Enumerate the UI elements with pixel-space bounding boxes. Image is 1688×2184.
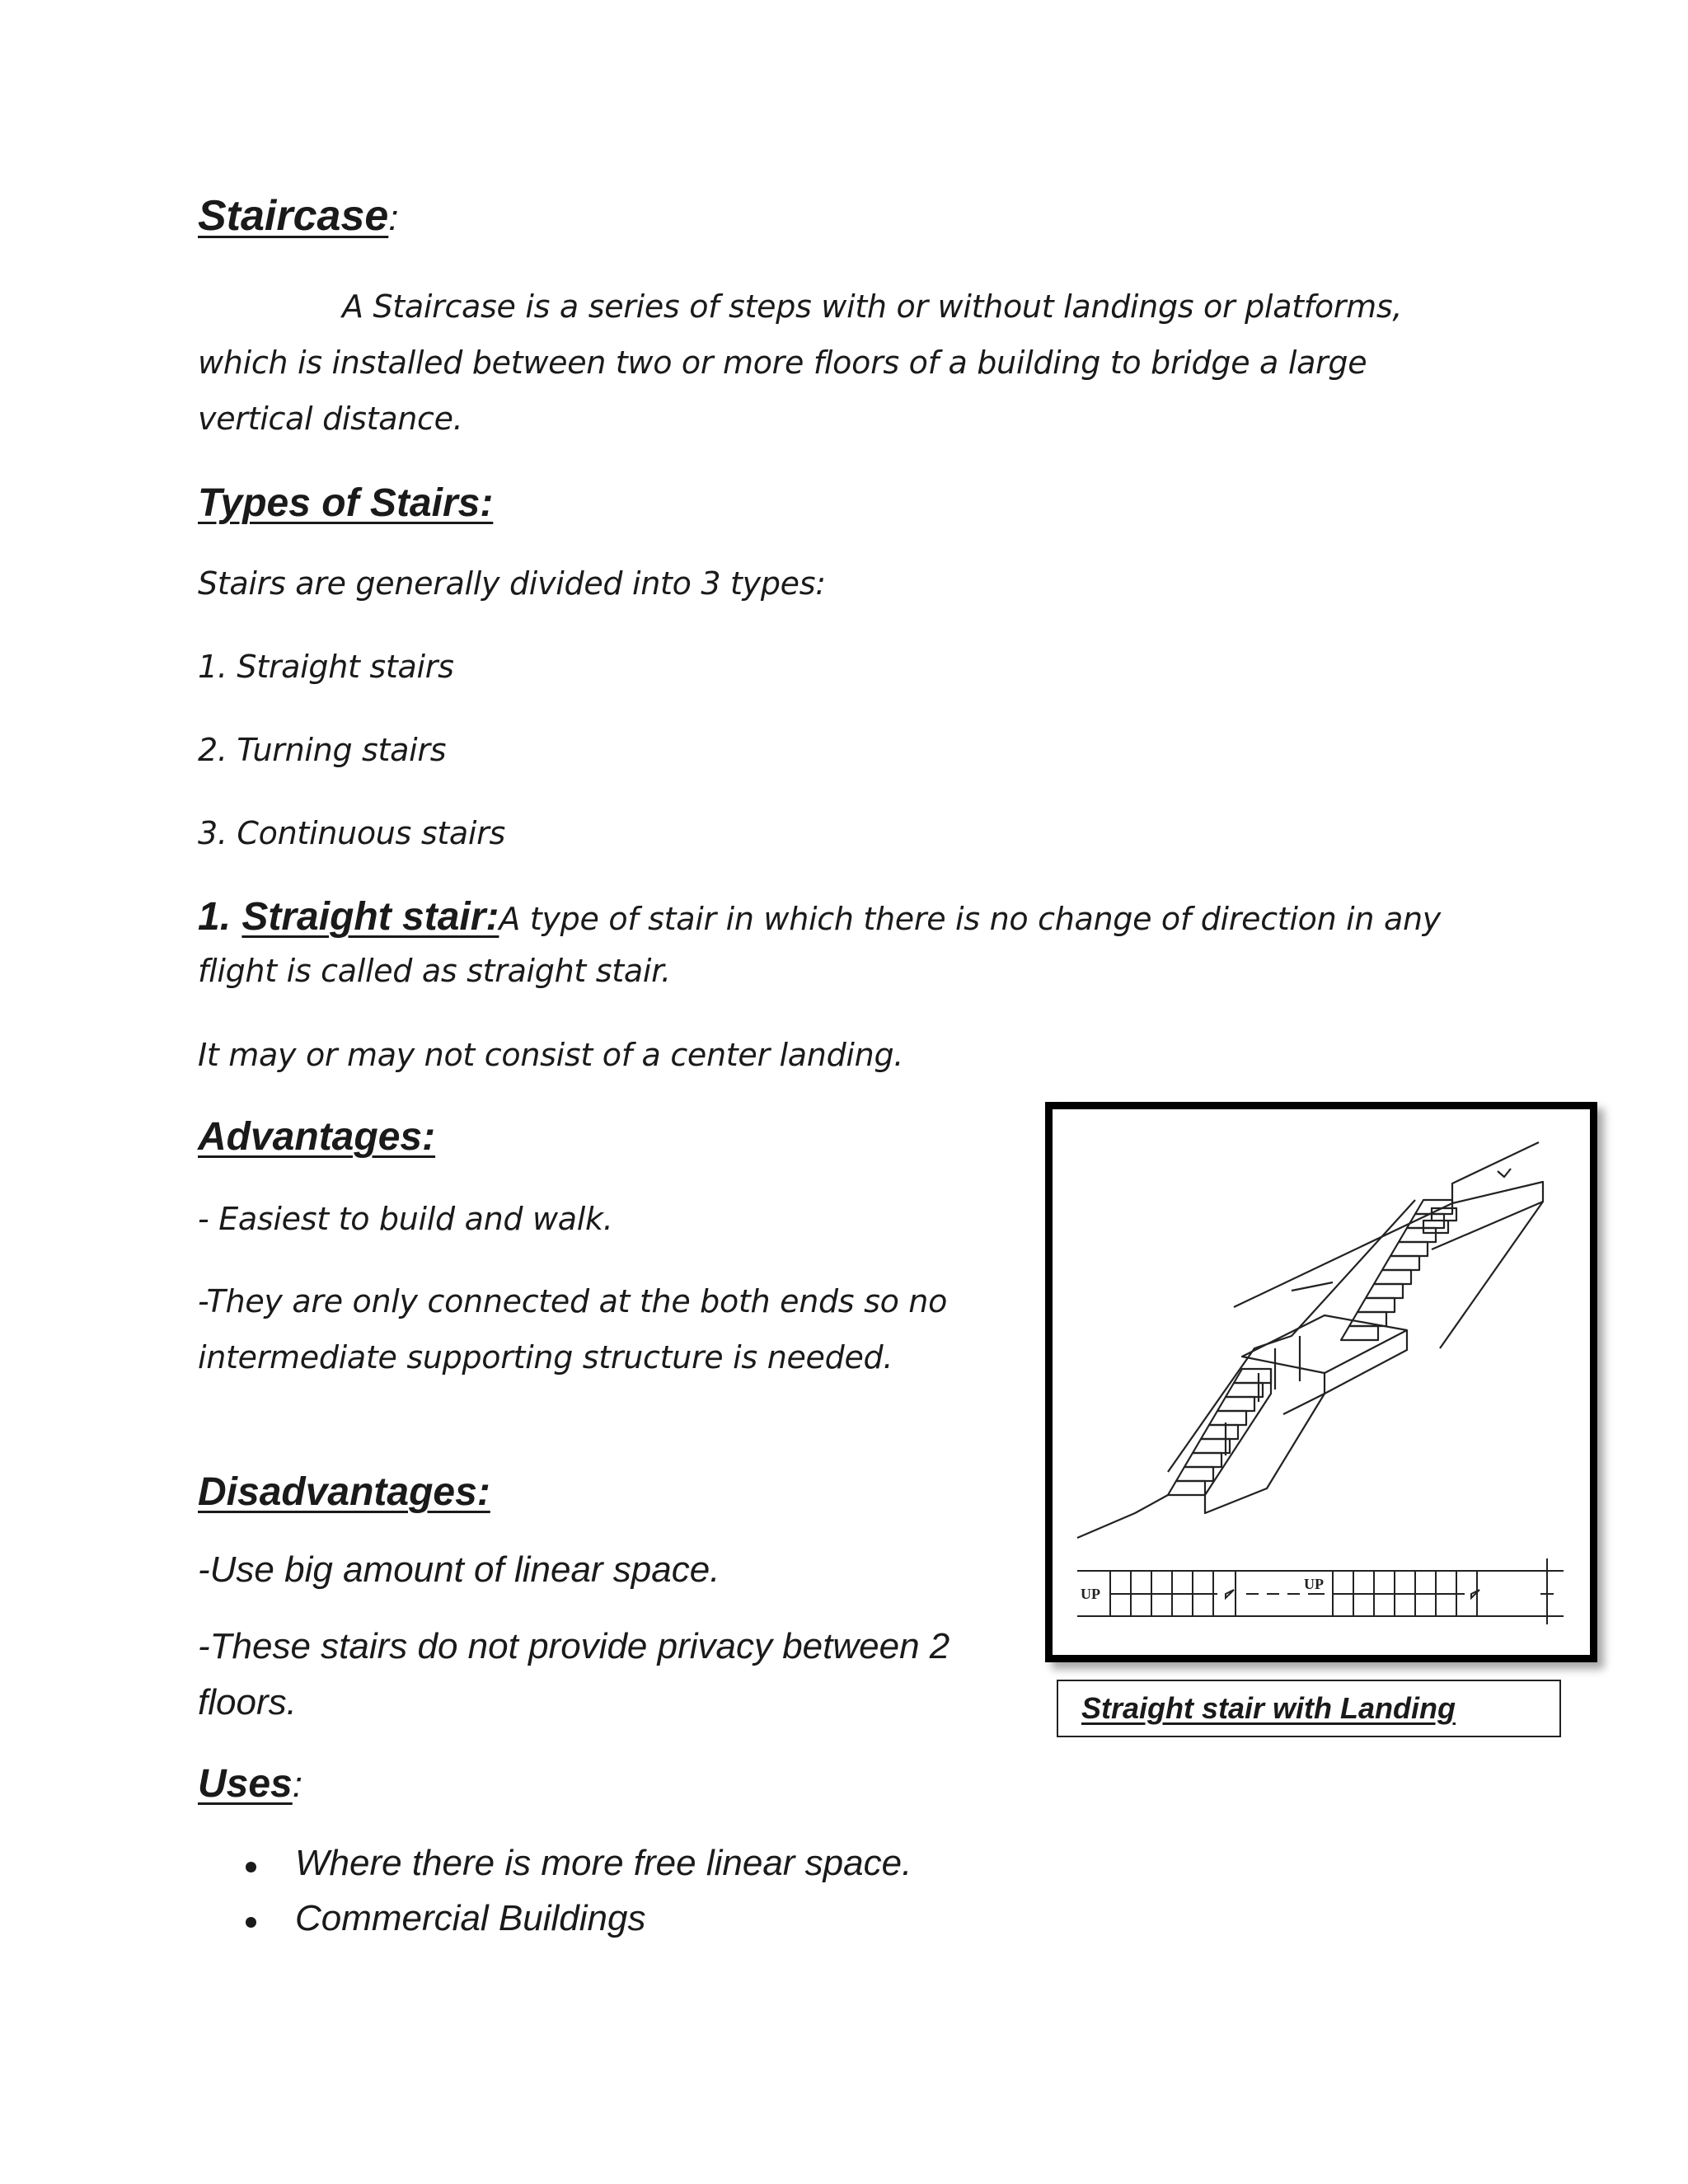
straight-number: 1. — [198, 895, 242, 939]
straight-def-line-1: A type of stair in which there is no change of direction in any — [499, 901, 1441, 937]
advantages-heading: Advantages: — [198, 1115, 436, 1159]
advantages-item-2-line-2: intermediate supporting structure is needed. — [198, 1339, 893, 1376]
bullet-icon — [246, 1862, 256, 1872]
uses-item-2: Commercial Buildings — [295, 1898, 646, 1938]
disadvantages-item-1: -Use big amount of linear space. — [198, 1549, 720, 1590]
intro-line-3: vertical distance. — [198, 401, 463, 437]
heading-colon: : — [388, 198, 399, 238]
plan-label-up-left: UP — [1081, 1586, 1100, 1602]
straight-stair-definition — [198, 894, 1441, 940]
types-item-3: 3. Continuous stairs — [198, 815, 505, 851]
advantages-item-2-line-1: -They are only connected at the both ends so no — [198, 1283, 948, 1319]
bullet-icon — [246, 1917, 256, 1928]
uses-heading-line — [198, 1761, 302, 1807]
intro-line-2: which is installed between two or more floors of a building to bridge a large — [198, 344, 1367, 381]
types-item-1: 1. Straight stairs — [198, 649, 454, 685]
types-intro: Stairs are generally divided into 3 types: — [198, 565, 826, 602]
types-item-2: 2. Turning stairs — [198, 732, 447, 768]
figure-caption: Straight stair with Landing — [1081, 1691, 1456, 1725]
plan-label-up-right: UP — [1304, 1576, 1324, 1592]
stair-figure-frame — [1045, 1102, 1597, 1662]
straight-heading: Straight stair: — [241, 895, 499, 939]
straight-def-line-2: flight is called as straight stair. — [198, 953, 671, 989]
disadvantages-heading: Disadvantages: — [198, 1470, 490, 1514]
types-heading: Types of Stairs: — [198, 481, 494, 525]
figure-caption-box — [1057, 1680, 1561, 1737]
straight-stair-illustration — [1053, 1109, 1590, 1655]
disadvantages-item-2-line-2: floors. — [198, 1682, 297, 1722]
intro-line-1: A Staircase is a series of steps with or without landings or platforms, — [342, 288, 1403, 325]
uses-item-1: Where there is more free linear space. — [295, 1843, 912, 1883]
staircase-heading: Staircase — [198, 192, 389, 240]
landing-note: It may or may not consist of a center landing. — [198, 1037, 904, 1073]
disadvantages-item-2-line-1: -These stairs do not provide privacy between 2 — [198, 1626, 950, 1666]
page-title — [198, 191, 399, 241]
uses-colon: : — [292, 1765, 302, 1805]
advantages-item-1: - Easiest to build and walk. — [198, 1201, 613, 1237]
uses-heading: Uses — [198, 1762, 293, 1806]
